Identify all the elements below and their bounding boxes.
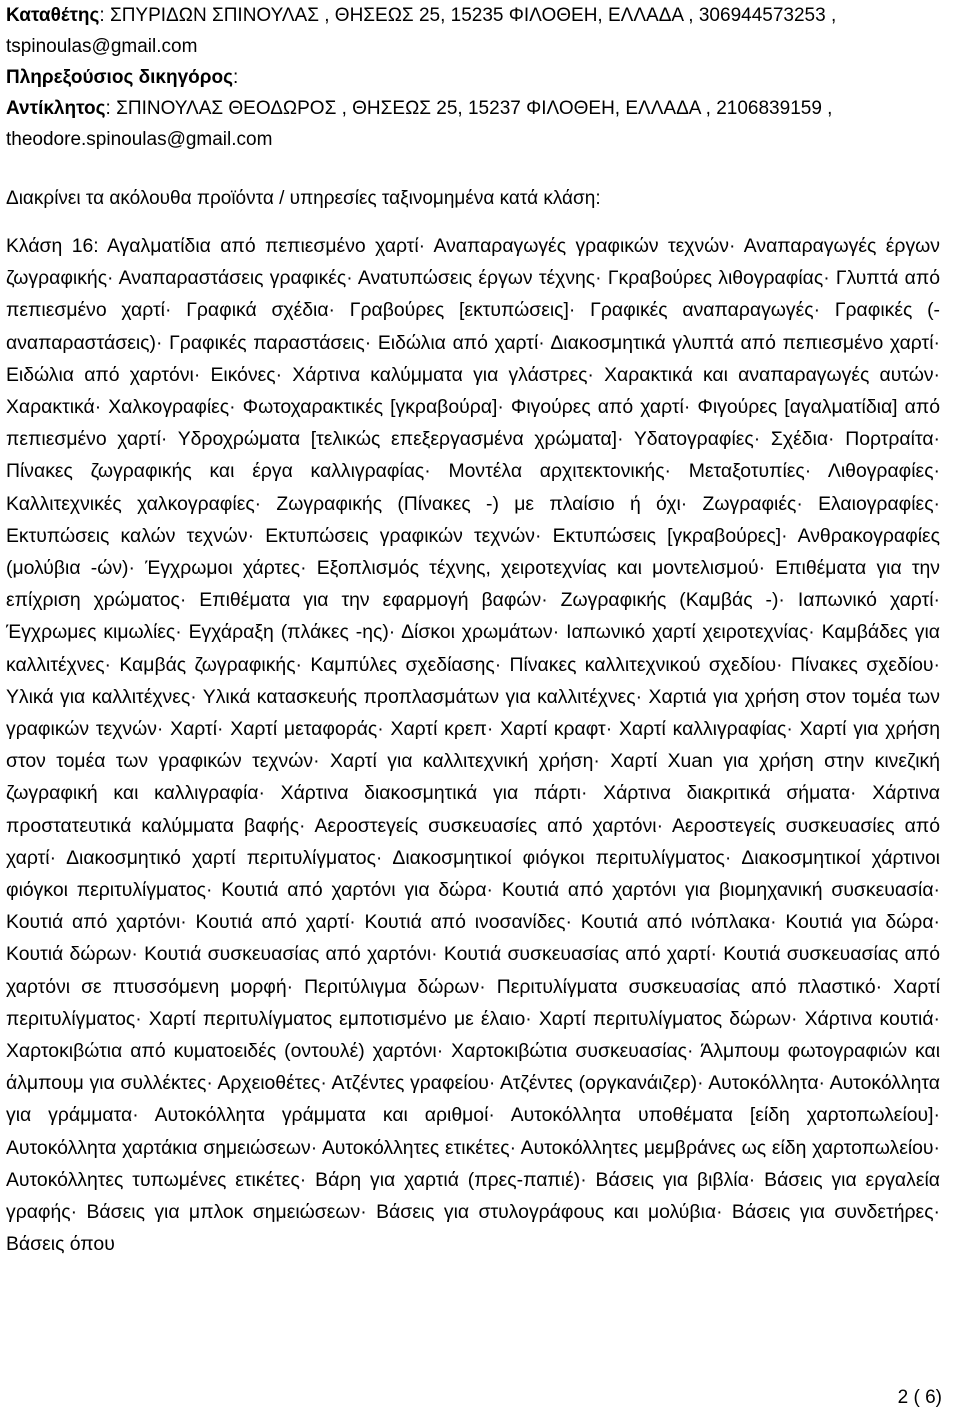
applicant-value: ΣΠΥΡΙΔΩΝ ΣΠΙΝΟΥΛΑΣ , ΘΗΣΕΩΣ 25, 15235 ΦΙΛΟΘΕΗ, ΕΛΛΑΔΑ , 306944573253 , tspinoulas@gmail.com xyxy=(6,5,837,57)
attorney-label: Πληρεξούσιος δικηγόρος xyxy=(6,67,234,88)
class-16-goods-list: Κλάση 16: Αγαλματίδια από πεπιεσμένο χαρτί· Αναπαραγωγές γραφικών τεχνών· Αναπαραγωγές έργων ζωγραφικής· Αναπαραστάσεις γραφικές· Ανατυπώσεις έργων τέχνης· Γκραβούρες λιθογραφίας· Γλυπτά από πεπιεσμένο χαρτί· Γραφικά σχέδια· Γραβούρες [εκτυπώσεις]· Γραφικές αναπαραγωγές· Γραφικές (- αναπαραστάσεις)· Γραφικές παραστάσεις· Ειδώλια από χαρτί· Διακοσμητικά γλυπτά από πεπιεσμένο χαρτί· Ειδώλια από χαρτόνι· Εικόνες· Χάρτινα καλύμματα για γλάστρες· Χαρακτικά και αναπαραγωγές αυτών· Χαρακτικά· Χαλκογραφίες· Φωτοχαρακτικές [γκραβούρα]· Φιγούρες από χαρτί· Φιγούρες [αγαλματίδια] από πεπιεσμένο χαρτί· Υδροχρώματα [τελικώς επεξεργασμένα χρώματα]· Υδατογραφίες· Σχέδια· Πορτραίτα· Πίνακες ζωγραφικής και έργα καλλιγραφίας· Μοντέλα αρχιτεκτονικής· Μεταξοτυπίες· Λιθογραφίες· Καλλιτεχνικές χαλκογραφίες· Ζωγραφικής (Πίνακες -) με πλαίσιο ή όχι· Ζωγραφιές· Ελαιογραφίες· Εκτυπώσεις καλών τεχνών· Εκτυπώσεις γραφικών τεχνών· Εκτυπώσεις [γκραβούρες]· Ανθρακογραφίες (μολύβια -ών)· Έγχρωμοι χάρτες· Εξοπλισμός τέχνης, χειροτεχνίας και μοντελισμού· Επιθέματα για την επίχριση χρώματος· Επιθέματα για την εφαρμογή βαφών· Ζωγραφικής (Καμβάς -)· Ιαπωνικό χαρτί· Έγχρωμες κιμωλίες· Εγχάραξη (πλάκες -ης)· Δίσκοι χρωμάτων· Ιαπωνικό χαρτί χειροτεχνίας· Καμβάδες για καλλιτέχνες· Καμβάς ζωγραφικής· Καμπύλες σχεδίασης· Πίνακες καλλιτεχνικού σχεδίου· Πίνακες σχεδίου· Υλικά για καλλιτέχνες· Υλικά κατασκευής προπλασμάτων για καλλιτέχνες· Χαρτιά για χρήση στον τομέα των γραφικών τεχνών· Χαρτί· Χαρτί μεταφοράς· Χαρτί κρεπ· Χαρτί κραφτ· Χαρτί καλλιγραφίας· Χαρτί για χρήση στον τομέα των γραφικών τεχνών· Χαρτί για καλλιτεχνική χρήση· Χαρτί Xuan για χρήση στην κινεζική ζωγραφική και καλλιγραφία· Χάρτινα διακοσμητικά για πάρτι· Χάρτινα διακριτικά σήματα· Χάρτινα προστατευτικά καλύμματα βαφής· Αεροστεγείς συσκευασίες από χαρτόνι· Αεροστεγείς συσκευασίες από χαρτί· Διακοσμητικό χαρτί περιτυλίγματος· Διακοσμητικοί φιόγκοι περιτυλίγματος· Διακοσμητικοί χάρτινοι φιόγκοι περιτυλίγματος· Κουτιά από χαρτόνι για δώρα· Κουτιά από χαρτόνι για βιομηχανική συσκευασία· Κουτιά από χαρτόνι· Κουτιά από χαρτί· Κουτιά από ινοσανίδες· Κουτιά από ινόπλακα· Κουτιά για δώρα· Κουτιά δώρων· Κουτιά συσκευασίας από χαρτόνι· Κουτιά συσκευασίας από χαρτί· Κουτιά συσκευασίας από χαρτόνι σε πτυσσόμενη μορφή· Περιτύλιγμα δώρων· Περιτυλίγματα συσκευασίας από πλαστικό· Χαρτί περιτυλίγματος· Χαρτί περιτυλίγματος εμποτισμένο με έλαιο· Χαρτί περιτυλίγματος δώρων· Χάρτινα κουτιά· Χαρτοκιβώτια από κυματοειδές (οντουλέ) χαρτόνι· Χαρτοκιβώτια συσκευασίας· Άλμπουμ φωτογραφιών και άλμπουμ για συλλέκτες· Αρχειοθέτες· Ατζέντες γραφείου· Ατζέντες (οργκανάιζερ)· Αυτοκόλλητα· Αυτοκόλλητα για γράμματα· Αυτοκόλλητα γράμματα και αριθμοί· Αυτοκόλλητα υποθέματα [είδη χαρτοπωλείου]· Αυτοκόλλητα χαρτάκια σημειώσεων· Αυτοκόλλητες ετικέτες· Αυτοκόλλητες μεμβράνες ως είδη χαρτοπωλείου· Αυτοκόλλητες τυπωμένες ετικέτες· Βάρη για χαρτιά (πρες-παπιέ)· Βάσεις για βιβλία· Βάσεις για εργαλεία γραφής· Βάσεις για μπλοκ σημειώσεων· Βάσεις για στυλογράφους και μολύβια· Βάσεις για συνδετήρες· Βάσεις όπου xyxy=(6,235,940,1256)
attorney-line: Πληρεξούσιος δικηγόρος: xyxy=(6,67,239,88)
applicant-line: Καταθέτης: ΣΠΥΡΙΔΩΝ ΣΠΙΝΟΥΛΑΣ , ΘΗΣΕΩΣ 25, 15235 ΦΙΛΟΘΕΗ, ΕΛΛΑΔΑ , 306944573253 , tspinoulas@gmail.com xyxy=(6,5,837,57)
opponent-label: Αντίκλητος xyxy=(6,98,106,119)
classification-intro: Διακρίνει τα ακόλουθα προϊόντα / υπηρεσίες ταξινομημένα κατά κλάση: xyxy=(6,188,601,209)
opponent-value: ΣΠΙΝΟΥΛΑΣ ΘΕΟΔΩΡΟΣ , ΘΗΣΕΩΣ 25, 15237 ΦΙΛΟΘΕΗ, ΕΛΛΑΔΑ , 2106839159 , theodore.spinoulas@gmail.com xyxy=(6,98,833,150)
page-number: 2 ( 6) xyxy=(897,1387,942,1408)
applicant-label: Καταθέτης xyxy=(6,5,100,26)
document-page xyxy=(6,0,940,1261)
opponent-line: Αντίκλητος: ΣΠΙΝΟΥΛΑΣ ΘΕΟΔΩΡΟΣ , ΘΗΣΕΩΣ 25, 15237 ΦΙΛΟΘΕΗ, ΕΛΛΑΔΑ , 2106839159 , theodore.spinoulas@gmail.com xyxy=(6,98,833,150)
